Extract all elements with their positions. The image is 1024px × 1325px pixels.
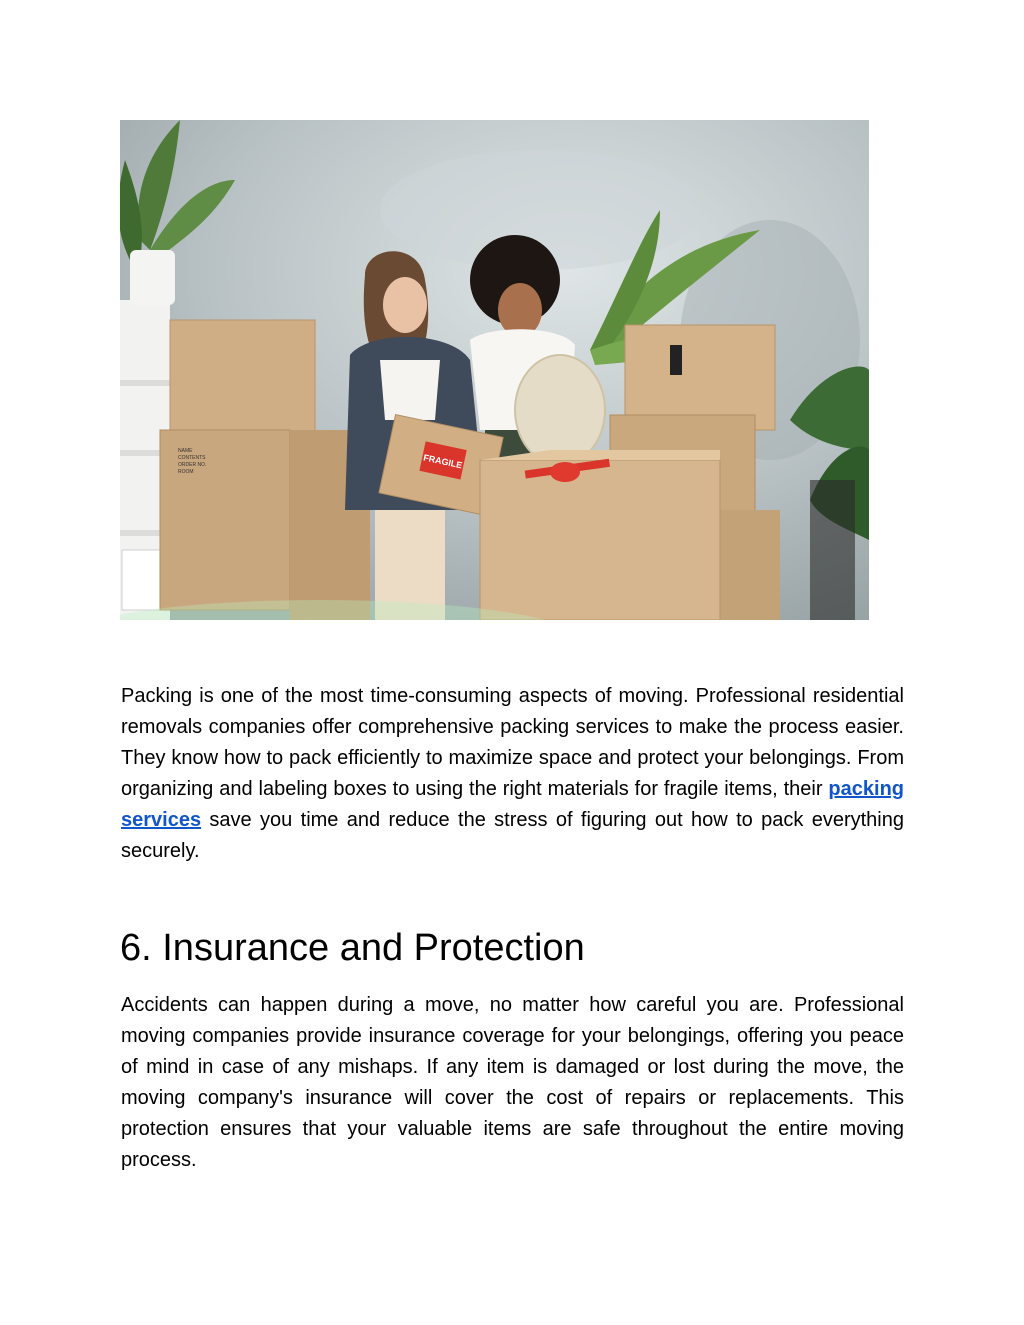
moving-photo-illustration [120,120,869,620]
packing-services-link[interactable]: packing services [121,778,904,831]
fragile-label: FRAGILE [422,452,464,471]
box-label-line-4: ROOM [178,469,194,475]
insurance-paragraph: Accidents can happen during a move, no matter how careful you are. Professional moving companies provide insurance coverage for your belongings, offering you peace of mind in case of any mishaps. If any item is damaged or lost during the move, the moving company's insurance will cover the cost of repairs or replacements. This protection ensures that your valuable items are safe throughout the entire moving process. [121,994,904,1171]
section-heading: 6. Insurance and Protection [120,927,585,969]
box-label-line-3: ORDER NO. [178,462,207,468]
box-label-line-1: NAME [178,448,193,454]
packing-paragraph-text-after: save you time and reduce the stress of figuring out how to pack everything securely. [121,809,904,862]
moving-photo [120,120,869,620]
packing-paragraph [121,681,904,867]
packing-paragraph-text-before: Packing is one of the most time-consuming aspects of moving. Professional residential removals companies offer comprehensive packing services to make the process easier. They know how to pack efficiently to maximize space and protect your belongings. From organizing and labeling boxes to using the right materials for fragile items, their [121,685,904,800]
box-label-line-2: CONTENTS [178,455,206,461]
